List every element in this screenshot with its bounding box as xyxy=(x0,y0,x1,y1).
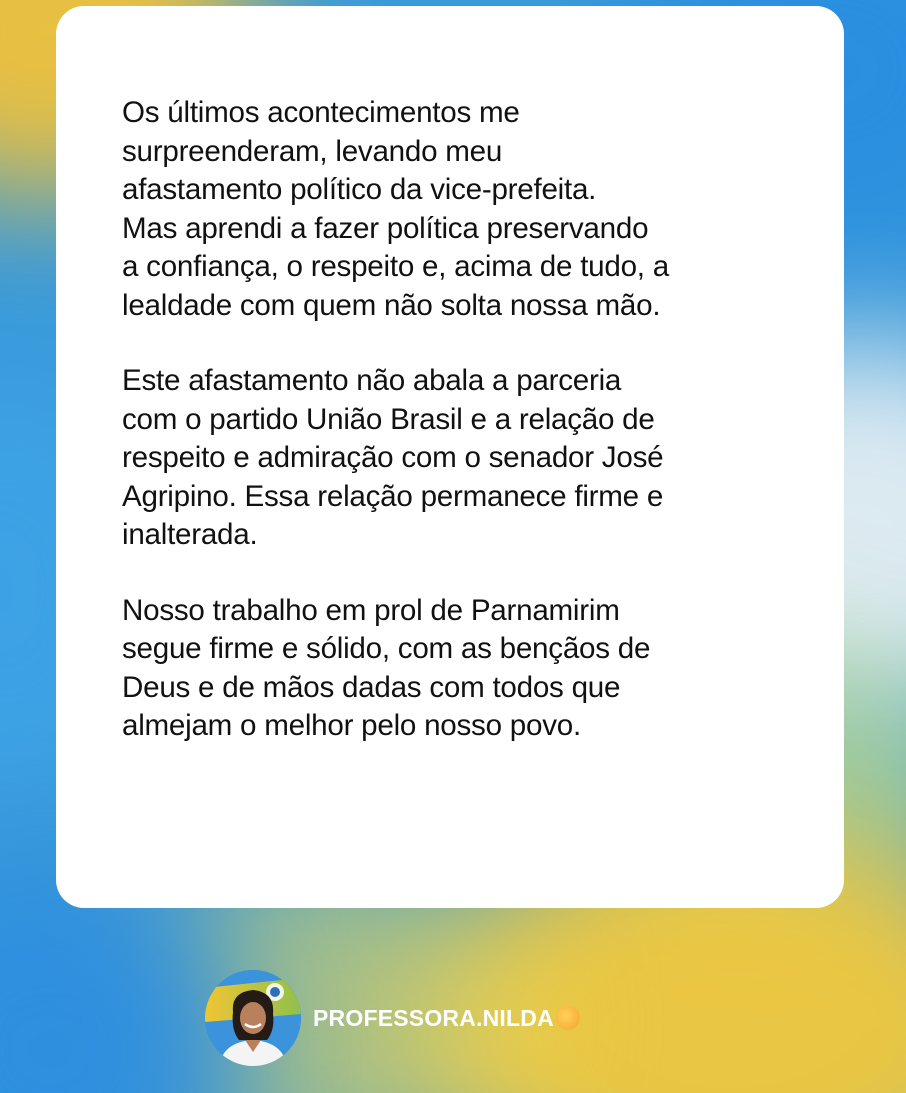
text-line: Este afastamento não abala a parceria xyxy=(122,364,622,397)
author-footer xyxy=(205,970,580,1066)
text-line: almejam o melhor pelo nosso povo. xyxy=(122,709,581,742)
sun-dot-icon xyxy=(556,1006,580,1030)
text-line: inalterada. xyxy=(122,518,258,551)
text-line: Nosso trabalho em prol de Parnamirim xyxy=(122,593,620,627)
text-line: afastamento político da vice-prefeita. xyxy=(122,173,597,206)
paragraph-2 xyxy=(122,362,804,555)
paragraph-1 xyxy=(122,94,804,325)
text-line: Mas aprendi a fazer política preservando xyxy=(122,211,649,245)
text-line: Deus e de mãos dadas com todos que xyxy=(122,670,621,704)
text-line: a confiança, o respeito e, acima de tudo, a xyxy=(122,250,669,283)
profile-photo-icon xyxy=(205,970,301,1066)
text-line: respeito e admiração com o senador José xyxy=(122,441,664,474)
text-line: Agripino. Essa relação permanece firme e xyxy=(122,479,664,513)
paragraph-3 xyxy=(122,592,804,746)
text-line: lealdade com quem não solta nossa mão. xyxy=(122,288,661,322)
text-line: Os últimos acontecimentos me xyxy=(122,96,520,129)
statement-card xyxy=(56,6,844,908)
text-line: segue firme e sólido, com as bençãos de xyxy=(122,632,651,665)
profile-handle[interactable]: PROFESSORA.NILDA xyxy=(313,1004,554,1031)
text-line: com o partido União Brasil e a relação de xyxy=(122,402,655,436)
avatar[interactable] xyxy=(205,970,301,1066)
text-line: surpreenderam, levando meu xyxy=(122,134,503,168)
